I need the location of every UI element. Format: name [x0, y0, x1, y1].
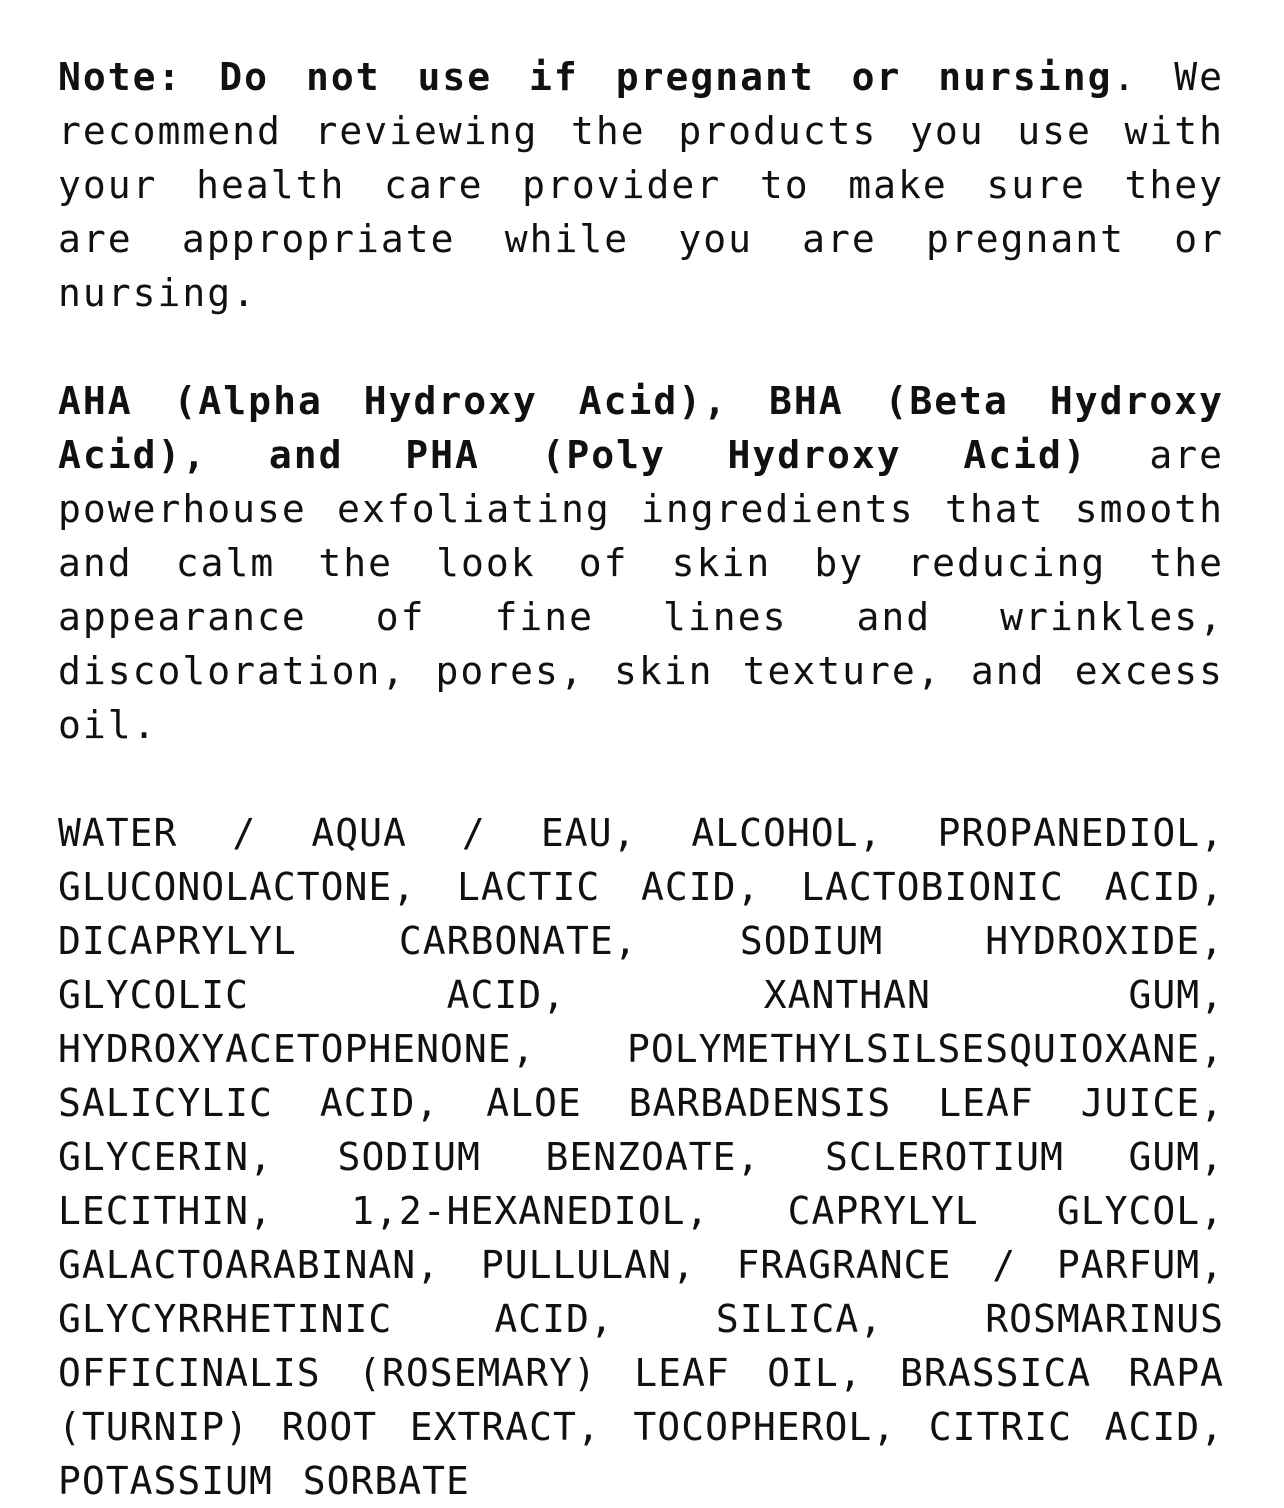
acid-description-text: are powerhouse exfoliating ingredients that smooth and calm the look of skin by reducing the appearance of fine lines and wrinkles, discoloration, pores, skin texture, and excess oil. — [58, 433, 1225, 747]
ingredients-list: WATER / AQUA / EAU, ALCOHOL, PROPANEDIOL, GLUCONOLACTONE, LACTIC ACID, LACTOBIONIC ACID, DICAPRYLYL CARBONATE, SODIUM HYDROXIDE, GLYCOLIC ACID, XANTHAN GUM, HYDROXYACETOPHENONE, POLYMETHYLSILSESQUIOXANE, SALICYLIC ACID, ALOE BARBADENSIS LEAF JUICE, GLYCERIN, SODIUM BENZOATE, SCLEROTIUM GUM, LECITHIN, 1,2-HEXANEDIOL, CAPRYLYL GLYCOL, GALACTOARABINAN, PULLULAN, FRAGRANCE / PARFUM, GLYCYRRHETINIC ACID, SILICA, ROSMARINUS OFFICINALIS (ROSEMARY) LEAF OIL, BRASSICA RAPA (TURNIP) ROOT EXTRACT, TOCOPHEROL, CITRIC ACID, POTASSIUM SORBATE — [58, 811, 1224, 1503]
pregnancy-note — [58, 50, 1224, 320]
pregnancy-note-text: . We recommend reviewing the products you use with your health care provider to make sure they are appropriate while you are pregnant or nursing. — [58, 55, 1224, 315]
acid-types: AHA (Alpha Hydroxy Acid), BHA (Beta Hydroxy Acid), and PHA (Poly Hydroxy Acid) — [58, 379, 1224, 477]
acid-description — [58, 374, 1224, 752]
pregnancy-warning: Note: Do not use if pregnant or nursing — [58, 55, 1113, 99]
product-info — [58, 50, 1224, 1508]
